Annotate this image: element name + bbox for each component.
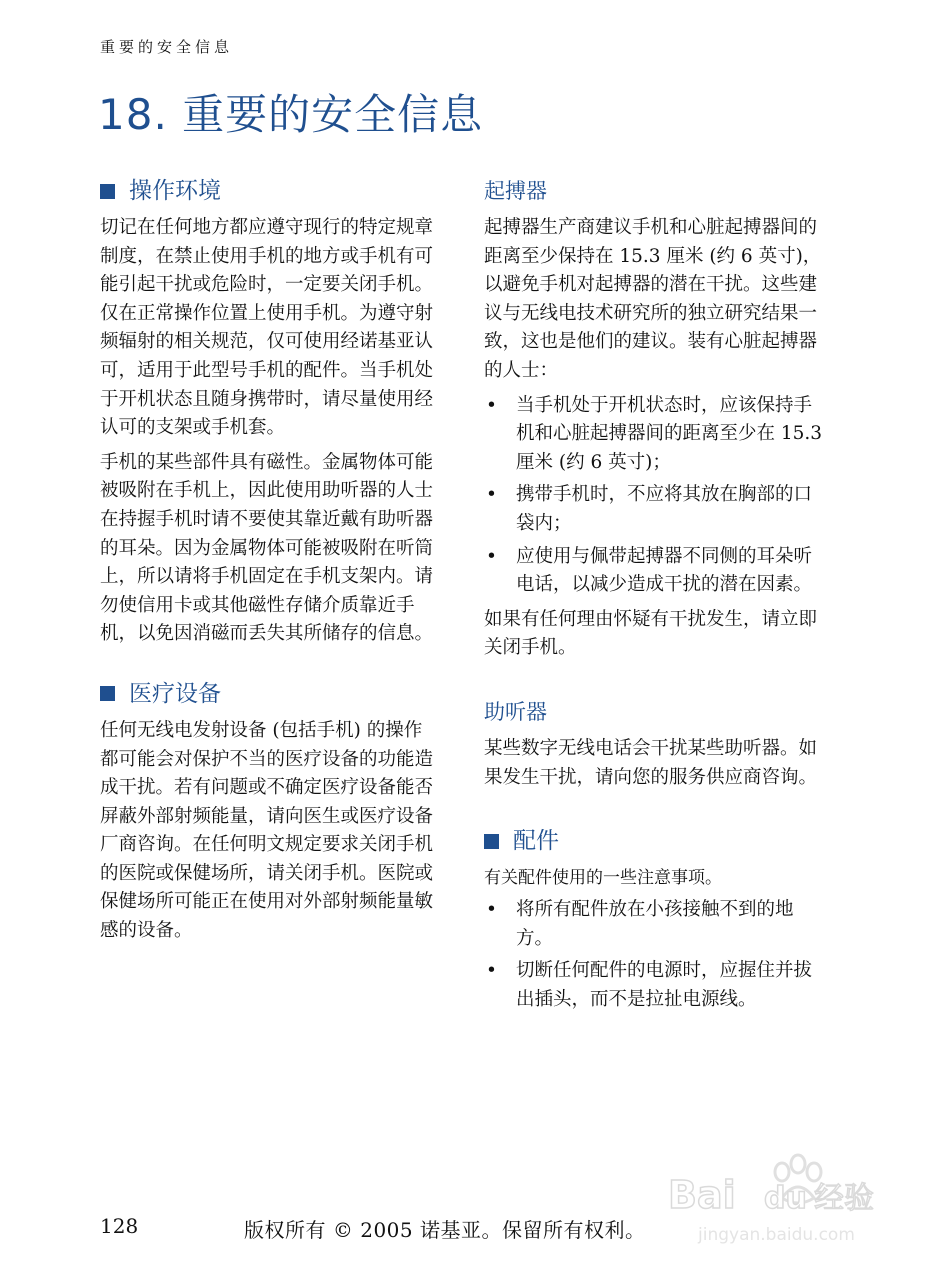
page-title: 18. 重要的安全信息 — [98, 90, 484, 139]
section-heading-medical — [100, 677, 440, 711]
svg-text:Bai: Bai — [668, 1173, 736, 1217]
paragraph: 任何无线电发射设备 (包括手机) 的操作都可能会对保护不当的医疗设备的功能造成干扰。若有问题或不确定医疗设备能否屏蔽外部射频能量，请向医生或医疗设备厂商咨询。在任何明文规定要求关闭手机的医院或保健场所，请关闭手机。医院或保健场所可能正在使用对外部射频能量敏感的设备。 — [100, 719, 434, 942]
list-item-text: 切断任何配件的电源时，应握住并拔出插头，而不是拉扯电源线。 — [516, 960, 813, 1010]
bullet-dot-icon: • — [486, 394, 497, 416]
section-heading-operating-env — [100, 174, 440, 208]
bullet-dot-icon: • — [486, 960, 497, 982]
list-item — [484, 957, 824, 1014]
section-heading-text: 操作环境 — [129, 178, 221, 204]
list-item-text: 应使用与佩带起搏器不同侧的耳朵听电话，以减少造成干扰的潜在因素。 — [516, 545, 813, 596]
list-item-text: 携带手机时，不应将其放在胸部的口袋内； — [516, 484, 813, 534]
section-heading-accessories — [484, 824, 824, 858]
svg-text:du: du — [764, 1181, 807, 1216]
paragraph: 手机的某些部件具有磁性。金属物体可能被吸附在手机上，因此使用助听器的人士在持握手机时请不要使其靠近戴有助听器的耳朵。因为金属物体可能被吸附在听筒上，所以请将手机固定在手机支架内。请勿使信用卡或其他磁性存储介质靠近手机，以免因消磁而丢失其所储存的信息。 — [100, 451, 434, 645]
section-heading-text: 医疗设备 — [129, 680, 221, 707]
bullet-dot-icon: • — [486, 545, 497, 567]
left-column — [100, 174, 440, 952]
running-head: 重要的安全信息 — [100, 38, 234, 56]
list-item-text: 将所有配件放在小孩接触不到的地方。 — [516, 899, 794, 949]
bullet-dot-icon: • — [486, 899, 497, 921]
square-bullet-icon — [484, 834, 499, 849]
lead-sentence: 有关配件使用的一些注意事项。 — [484, 868, 722, 889]
paragraph: 如果有任何理由怀疑有干扰发生，请立即关闭手机。 — [484, 608, 818, 659]
square-bullet-icon — [100, 184, 115, 199]
right-column — [484, 174, 824, 1020]
subheading-pacemaker: 起搏器 — [484, 179, 547, 203]
section-heading-text: 配件 — [513, 828, 559, 855]
subheading-hearing-aid: 助听器 — [484, 699, 547, 724]
svg-text:经验: 经验 — [814, 1181, 874, 1216]
list-item — [484, 543, 824, 600]
baidu-jingyan-watermark-logo — [664, 1142, 894, 1252]
list-item — [484, 896, 824, 953]
paragraph: 切记在任何地方都应遵守现行的特定规章制度，在禁止使用手机的地方或手机有可能引起干扰或危险时，一定要关闭手机。仅在正常操作位置上使用手机。为遵守射频辐射的相关规范，仅可使用经诺基亚认可，适用于此型号手机的配件。当手机处于开机状态且随身携带时，请尽量使用经认可的支架或手机套。 — [100, 217, 434, 439]
list-item-text: 当手机处于开机状态时，应该保持手机和心脏起搏器间的距离至少在 15.3 厘米 (约 6 英寸)； — [516, 394, 823, 473]
copyright-notice: 版权所有 © 2005 诺基亚。保留所有权利。 — [244, 1218, 646, 1242]
bullet-dot-icon: • — [486, 484, 497, 506]
list-item — [484, 392, 824, 478]
square-bullet-icon — [100, 686, 115, 701]
accessories-bullet-list — [484, 896, 824, 1014]
list-item — [484, 481, 824, 538]
page-number: 128 — [100, 1214, 139, 1238]
paragraph: 某些数字无线电话会干扰某些助听器。如果发生干扰，请向您的服务供应商咨询。 — [484, 737, 818, 788]
svg-text:jingyan.baidu.com: jingyan.baidu.com — [698, 1225, 855, 1245]
paragraph: 起搏器生产商建议手机和心脏起搏器间的距离至少保持在 15.3 厘米 (约 6 英寸)，以避免手机对起搏器的潜在干扰。这些建议与无线电技术研究所的独立研究结果一致，这也是他们的建议。装有心脏起搏器的人士： — [484, 217, 822, 381]
pacemaker-bullet-list — [484, 392, 824, 600]
